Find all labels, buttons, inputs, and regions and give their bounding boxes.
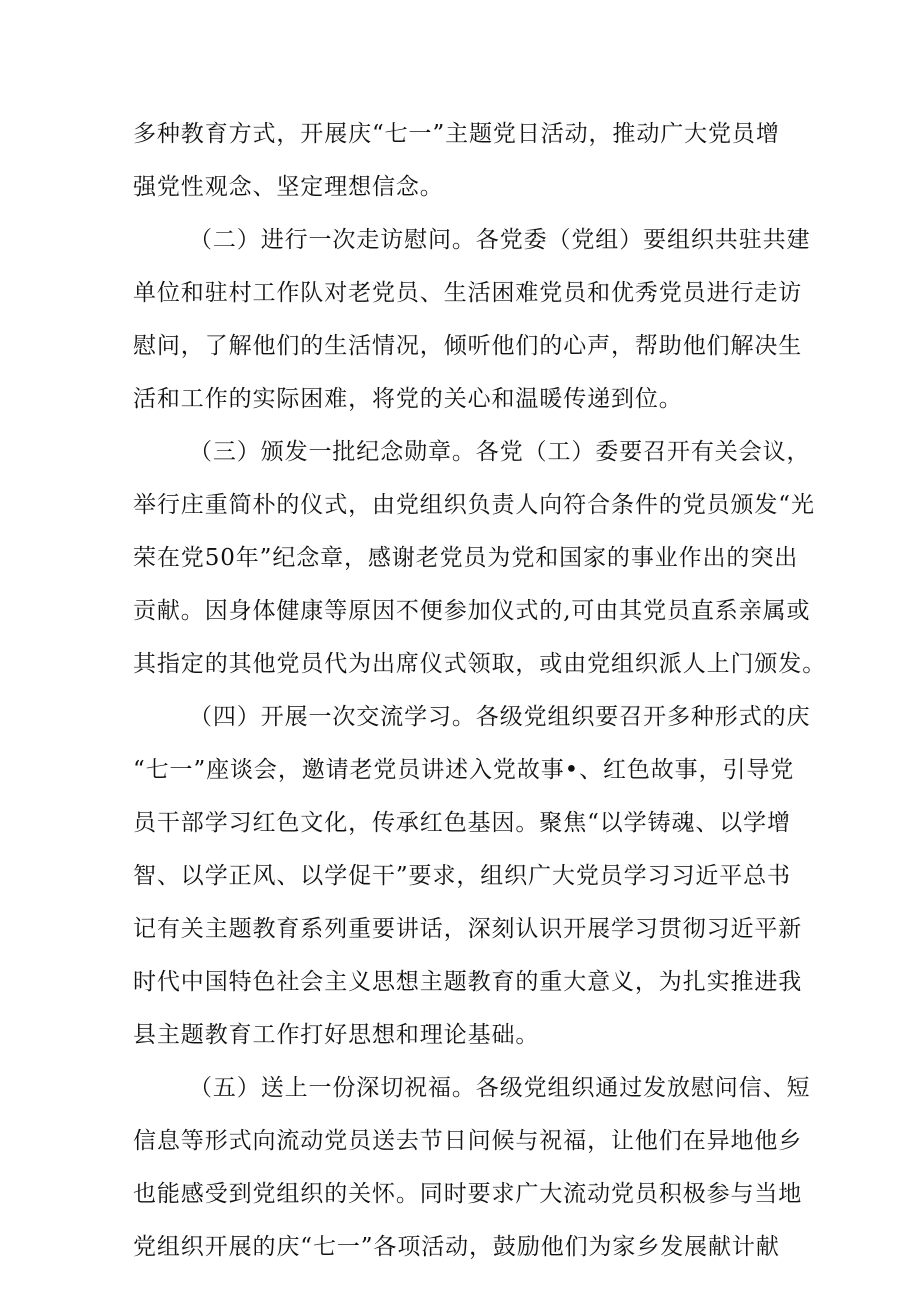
text-line: 智、以学正风、以学促干”要求，组织广大党员学习习近平总书 bbox=[133, 863, 791, 889]
text-line: 党组织开展的庆“七一”各项活动，鼓励他们为家乡发展献计献 bbox=[133, 1234, 780, 1260]
text-line: 也能感受到党组织的关怀。同时要求广大流动党员积极参与当地 bbox=[133, 1181, 803, 1207]
section-heading-line: （二）进行一次走访慰问。各党委（党组）要组织共驻共建 bbox=[189, 227, 811, 253]
text-line: 多种教育方式，开展庆“七一”主题党日活动，推动广大党员增 bbox=[133, 121, 780, 147]
text-line: 单位和驻村工作队对老党员、生活困难党员和优秀党员进行走访 bbox=[133, 280, 803, 306]
text-line: 信息等形式向流动党员送去节日问候与祝福，让他们在异地他乡 bbox=[133, 1128, 803, 1154]
text-line: 县主题教育工作打好思想和理论基础。 bbox=[133, 1022, 540, 1048]
text-line: 贡献。因身体健康等原因不便参加仪式的,可由其党员直系亲属或 bbox=[133, 598, 811, 624]
section-heading-line: （三）颁发一批纪念勋章。各党（工）委要召开有关会议， bbox=[189, 439, 811, 465]
section-heading-line: （五）送上一份深切祝福。各级党组织通过发放慰问信、短 bbox=[189, 1075, 811, 1101]
text-line: 举行庄重简朴的仪式，由党组织负责人向符合条件的党员颁发“光 bbox=[133, 492, 815, 518]
text-line: 其指定的其他党员代为出席仪式领取，或由党组织派人上门颁发。 bbox=[133, 651, 827, 677]
text-line: 时代中国特色社会主义思想主题教育的重大意义，为扎实推进我 bbox=[133, 969, 803, 995]
section-heading-line: （四）开展一次交流学习。各级党组织要召开多种形式的庆 bbox=[189, 704, 811, 730]
text-line: 荣在党50年”纪念章，感谢老党员为党和国家的事业作出的突出 bbox=[133, 545, 799, 571]
text-line: 活和工作的实际困难，将党的关心和温暖传递到位。 bbox=[133, 386, 683, 412]
document-body bbox=[133, 108, 827, 1274]
text-line: 记有关主题教育系列重要讲话，深刻认识开展学习贯彻习近平新 bbox=[133, 916, 803, 942]
text-line: 慰问，了解他们的生活情况，倾听他们的心声，帮助他们解决生 bbox=[133, 333, 803, 359]
text-line: “七一”座谈会，邀请老党员讲述入党故事•、红色故事，引导党 bbox=[133, 757, 795, 783]
text-line: 员干部学习红色文化，传承红色基因。聚焦“以学铸魂、以学增 bbox=[133, 810, 791, 836]
text-line: 强党性观念、坚定理想信念。 bbox=[133, 174, 444, 200]
